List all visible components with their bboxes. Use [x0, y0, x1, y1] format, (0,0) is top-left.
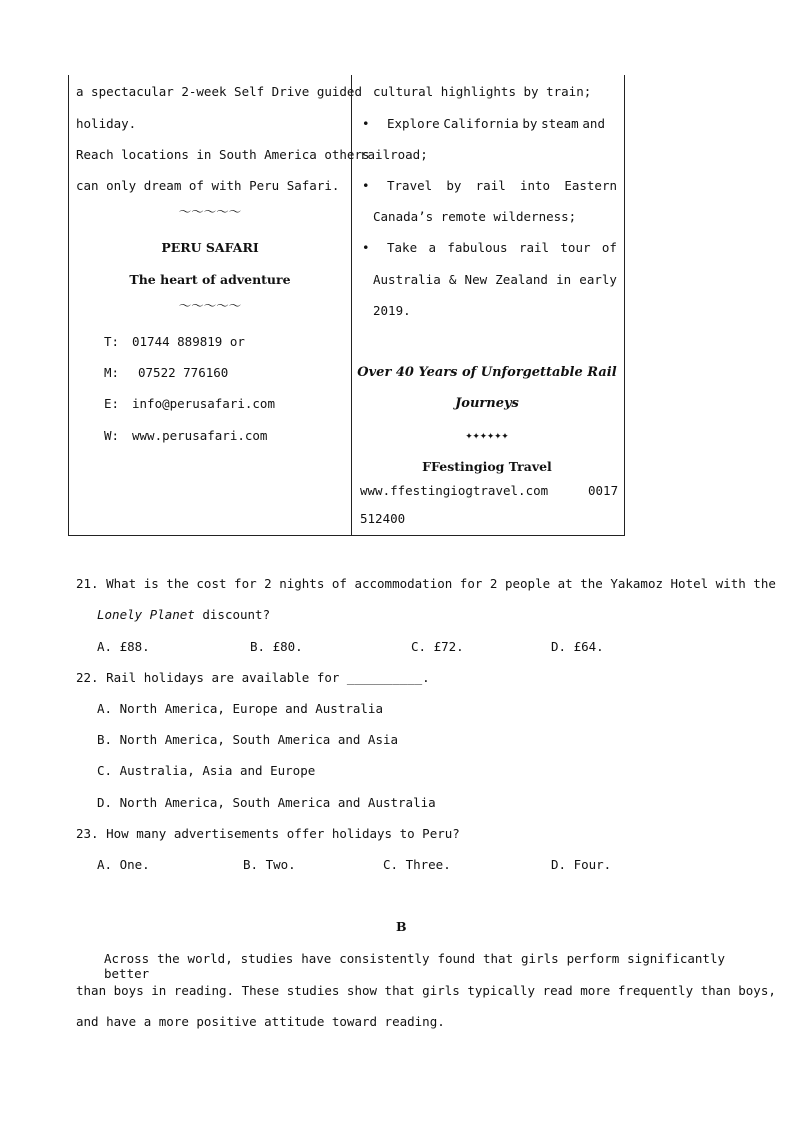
bullet-icon: •: [362, 116, 370, 131]
bullet-icon: •: [362, 240, 370, 255]
word: by: [446, 178, 462, 193]
q22-option-c: C. Australia, Asia and Europe: [97, 763, 316, 778]
rail-slogan-line-2: Journeys: [455, 396, 519, 411]
bullet-3-line-1: [387, 240, 617, 255]
word: California: [443, 116, 519, 131]
contact-email: info@perusafari.com: [132, 396, 275, 411]
q21-option-a: A. £88.: [97, 639, 150, 654]
ffestingiog-website: www.ffestingiogtravel.com: [360, 483, 549, 498]
section-b-line-3: and have a more positive attitude toward reading.: [76, 1014, 445, 1029]
word: by: [522, 116, 538, 131]
contact-label-web: W:: [104, 428, 120, 443]
question-23: 23. How many advertisements offer holidays to Peru?: [76, 826, 460, 841]
rail-slogan-line-1: Over 40 Years of Unforgettable Rail: [357, 365, 617, 380]
question-21-line-2: [97, 607, 270, 622]
q21-option-b: B. £80.: [250, 639, 303, 654]
word: steam: [541, 116, 579, 131]
question-21-rest: discount?: [194, 607, 271, 622]
contact-label-mobile: M:: [104, 365, 120, 380]
word: into: [519, 178, 551, 193]
q21-option-c: C. £72.: [411, 639, 464, 654]
section-b-line-2: [76, 983, 776, 998]
word: Eastern: [564, 178, 617, 193]
q23-option-c: C. Three.: [383, 857, 451, 872]
q23-option-d: D. Four.: [551, 857, 612, 872]
word: fabulous: [447, 240, 508, 255]
contact-phone: 01744 889819 or: [132, 334, 245, 349]
word: tour: [560, 240, 591, 255]
word: Take: [387, 240, 418, 255]
left-line-1: a spectacular 2-week Self Drive guided: [76, 84, 362, 99]
right-line-0: cultural highlights by train;: [373, 84, 592, 99]
peru-safari-tagline: The heart of adventure: [129, 272, 291, 287]
word: rail: [475, 178, 506, 193]
section-b-text: Across the world, studies have consistently found that girls perform significantly better: [104, 951, 725, 981]
question-22: 22. Rail holidays are available for __________.: [76, 670, 430, 685]
contact-label-phone: T:: [104, 334, 120, 349]
lonely-planet-italic: Lonely Planet: [97, 607, 195, 622]
ffestingiog-phone-part-2: 512400: [360, 511, 406, 526]
word: of: [601, 240, 617, 255]
left-line-4: can only dream of with Peru Safari.: [76, 178, 340, 193]
bullet-icon: •: [362, 178, 370, 193]
contact-mobile: 07522 776160: [138, 365, 229, 380]
word: a: [428, 240, 436, 255]
word: early: [579, 272, 617, 287]
word: in: [556, 272, 572, 287]
word: &: [448, 272, 457, 287]
q21-option-d: D. £64.: [551, 639, 604, 654]
contact-label-email: E:: [104, 396, 120, 411]
section-b-text: than boys in reading. These studies show that girls typically read more frequently than boys,: [76, 983, 776, 998]
q22-option-b: B. North America, South America and Asia: [97, 732, 399, 747]
peru-safari-brand: PERU SAFARI: [161, 240, 259, 255]
tilde-divider-2: ～～～～～: [178, 298, 242, 313]
bullet-1-line-1: [387, 116, 605, 131]
bullet-3-line-3: 2019.: [373, 303, 411, 318]
word: Explore: [387, 116, 440, 131]
q23-option-b: B. Two.: [243, 857, 296, 872]
question-21: 21. What is the cost for 2 nights of accommodation for 2 people at the Yakamoz Hotel with the: [76, 576, 776, 591]
contact-web: www.perusafari.com: [132, 428, 268, 443]
ffestingiog-brand: FFestingiog Travel: [422, 459, 552, 474]
bullet-3-line-2: [373, 272, 617, 287]
q23-option-a: A. One.: [97, 857, 150, 872]
q22-option-d: D. North America, South America and Australia: [97, 795, 436, 810]
word: Zealand: [495, 272, 548, 287]
word: Australia: [373, 272, 441, 287]
q22-option-a: A. North America, Europe and Australia: [97, 701, 383, 716]
word: and: [582, 116, 605, 131]
tilde-divider-1: ～～～～～: [178, 204, 242, 219]
star-divider: ✦✦✦✦✦✦: [465, 428, 509, 442]
bullet-2-line-1: [387, 178, 617, 193]
bullet-1-line-2: railroad;: [360, 147, 428, 162]
word: New: [464, 272, 488, 287]
word: Travel: [387, 178, 433, 193]
bullet-2-line-2: Canada’s remote wilderness;: [373, 209, 577, 224]
section-b-line-1: [104, 951, 725, 981]
ffestingiog-phone-part-1: 0017: [588, 483, 619, 498]
left-line-2: holiday.: [76, 116, 137, 131]
left-line-3: Reach locations in South America others: [76, 147, 370, 162]
word: rail: [518, 240, 550, 255]
section-b-heading: B: [396, 919, 407, 934]
